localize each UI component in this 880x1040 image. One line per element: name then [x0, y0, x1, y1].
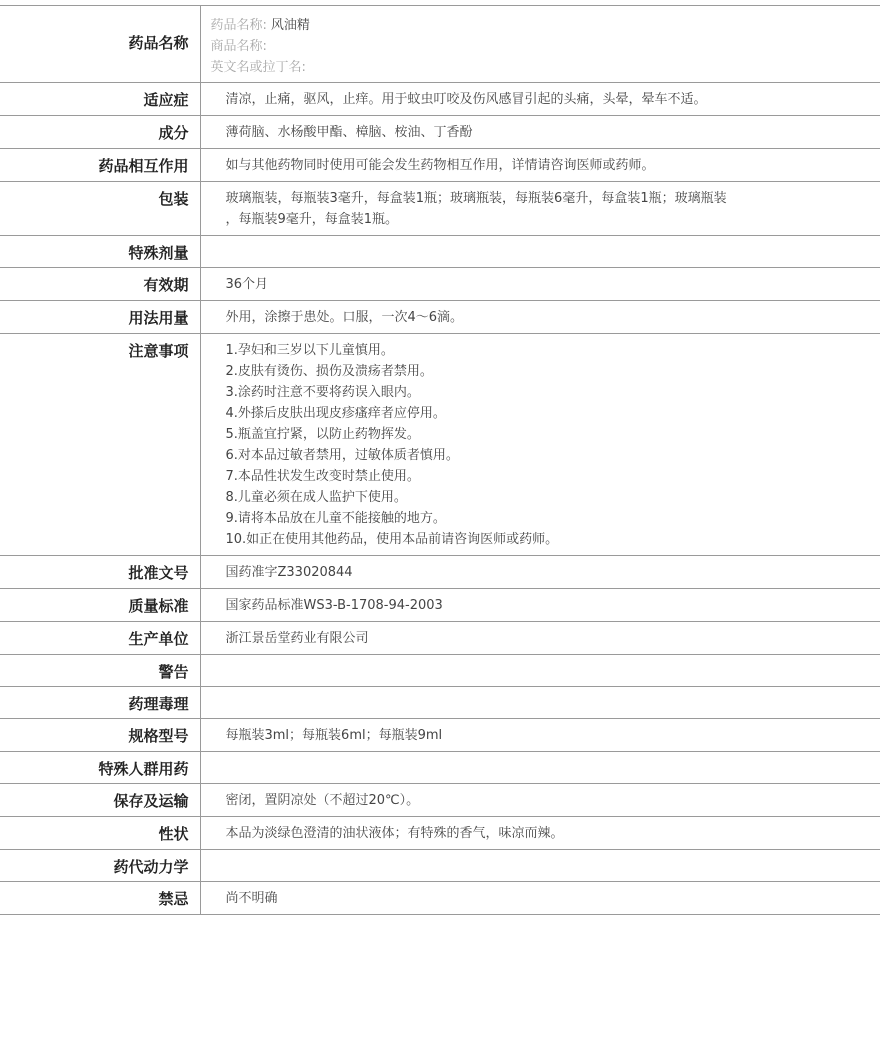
- row-validity: [0, 268, 880, 301]
- trade-name-line: [211, 36, 781, 57]
- value-contraindications: 尚不明确: [200, 882, 880, 915]
- precaution-item: 10.如正在使用其他药品，使用本品前请咨询医师或药师。: [225, 532, 559, 547]
- precaution-item: 4.外搽后皮肤出现皮疹瘙痒者应停用。: [225, 406, 446, 421]
- value-appearance: 本品为淡绿色澄清的油状液体；有特殊的香气，味凉而辣。: [200, 817, 880, 850]
- row-packaging: [0, 182, 880, 236]
- label-special-population: 特殊人群用药: [0, 752, 200, 784]
- label-drug-name: 药品名称: [0, 6, 200, 83]
- value-interactions: 如与其他药物同时使用可能会发生药物相互作用，详情请咨询医师或药师。: [200, 149, 880, 182]
- value-pharmacokinetics: [200, 850, 880, 882]
- row-special-dosage: [0, 236, 880, 268]
- value-approval-number: 国药准字Z33020844: [200, 556, 880, 589]
- label-specification: 规格型号: [0, 719, 200, 752]
- row-quality-standard: [0, 589, 880, 622]
- precaution-item: 9.请将本品放在儿童不能接触的地方。: [225, 511, 446, 526]
- label-validity: 有效期: [0, 268, 200, 301]
- label-quality-standard: 质量标准: [0, 589, 200, 622]
- value-packaging: [200, 182, 880, 236]
- precaution-item: 7.本品性状发生改变时禁止使用。: [225, 469, 420, 484]
- value-indications: 清凉，止痛，驱风，止痒。用于蚊虫叮咬及伤风感冒引起的头痛，头晕，晕车不适。: [200, 83, 880, 116]
- packaging-line-2: ，每瓶装9毫升，每盒装1瓶。: [225, 212, 399, 227]
- english-name-line: [211, 57, 781, 78]
- drug-spec-table: [0, 5, 880, 915]
- precaution-item: 3.涂药时注意不要将药误入眼内。: [225, 385, 420, 400]
- english-name-key: 英文名或拉丁名:: [210, 60, 306, 75]
- trade-name-key: 商品名称:: [210, 39, 267, 54]
- precaution-item: 6.对本品过敏者禁用，过敏体质者慎用。: [225, 448, 459, 463]
- row-indications: [0, 83, 880, 116]
- row-storage: [0, 784, 880, 817]
- value-precautions: [200, 334, 880, 556]
- label-packaging: 包装: [0, 182, 200, 236]
- label-special-dosage: 特殊剂量: [0, 236, 200, 268]
- label-contraindications: 禁忌: [0, 882, 200, 915]
- value-specification: 每瓶装3ml；每瓶装6ml；每瓶装9ml: [200, 719, 880, 752]
- precaution-item: 2.皮肤有烫伤、损伤及溃疡者禁用。: [225, 364, 433, 379]
- generic-name-key: 药品名称:: [210, 18, 267, 33]
- value-special-population: [200, 752, 880, 784]
- row-contraindications: [0, 882, 880, 915]
- precaution-item: 8.儿童必须在成人监护下使用。: [225, 490, 407, 505]
- label-ingredients: 成分: [0, 116, 200, 149]
- label-pharmacokinetics: 药代动力学: [0, 850, 200, 882]
- row-ingredients: [0, 116, 880, 149]
- precaution-item: 1.孕妇和三岁以下儿童慎用。: [225, 343, 394, 358]
- label-manufacturer: 生产单位: [0, 622, 200, 655]
- label-warning: 警告: [0, 655, 200, 687]
- row-approval-number: [0, 556, 880, 589]
- packaging-line-1: 玻璃瓶装，每瓶装3毫升，每盒装1瓶；玻璃瓶装，每瓶装6毫升，每盒装1瓶；玻璃瓶装: [225, 191, 727, 206]
- value-special-dosage: [200, 236, 880, 268]
- row-special-population: [0, 752, 880, 784]
- row-pharmacology: [0, 687, 880, 719]
- value-pharmacology: [200, 687, 880, 719]
- label-pharmacology: 药理毒理: [0, 687, 200, 719]
- row-pharmacokinetics: [0, 850, 880, 882]
- label-storage: 保存及运输: [0, 784, 200, 817]
- row-manufacturer: [0, 622, 880, 655]
- label-usage: 用法用量: [0, 301, 200, 334]
- label-interactions: 药品相互作用: [0, 149, 200, 182]
- label-precautions: 注意事项: [0, 334, 200, 556]
- label-approval-number: 批准文号: [0, 556, 200, 589]
- value-usage: 外用，涂擦于患处。口服，一次4～6滴。: [200, 301, 880, 334]
- row-warning: [0, 655, 880, 687]
- precaution-item: 5.瓶盖宜拧紧，以防止药物挥发。: [225, 427, 420, 442]
- value-drug-name: [200, 6, 880, 83]
- value-validity: 36个月: [200, 268, 880, 301]
- row-precautions: [0, 334, 880, 556]
- value-ingredients: 薄荷脑、水杨酸甲酯、樟脑、桉油、丁香酚: [200, 116, 880, 149]
- value-storage: 密闭，置阴凉处（不超过20℃）。: [200, 784, 880, 817]
- row-usage: [0, 301, 880, 334]
- label-appearance: 性状: [0, 817, 200, 850]
- generic-name-line: [211, 15, 781, 36]
- row-interactions: [0, 149, 880, 182]
- value-manufacturer: 浙江景岳堂药业有限公司: [200, 622, 880, 655]
- row-drug-name: [0, 6, 880, 83]
- row-specification: [0, 719, 880, 752]
- label-indications: 适应症: [0, 83, 200, 116]
- value-warning: [200, 655, 880, 687]
- row-appearance: [0, 817, 880, 850]
- generic-name-value: 风油精: [270, 18, 310, 33]
- value-quality-standard: 国家药品标准WS3-B-1708-94-2003: [200, 589, 880, 622]
